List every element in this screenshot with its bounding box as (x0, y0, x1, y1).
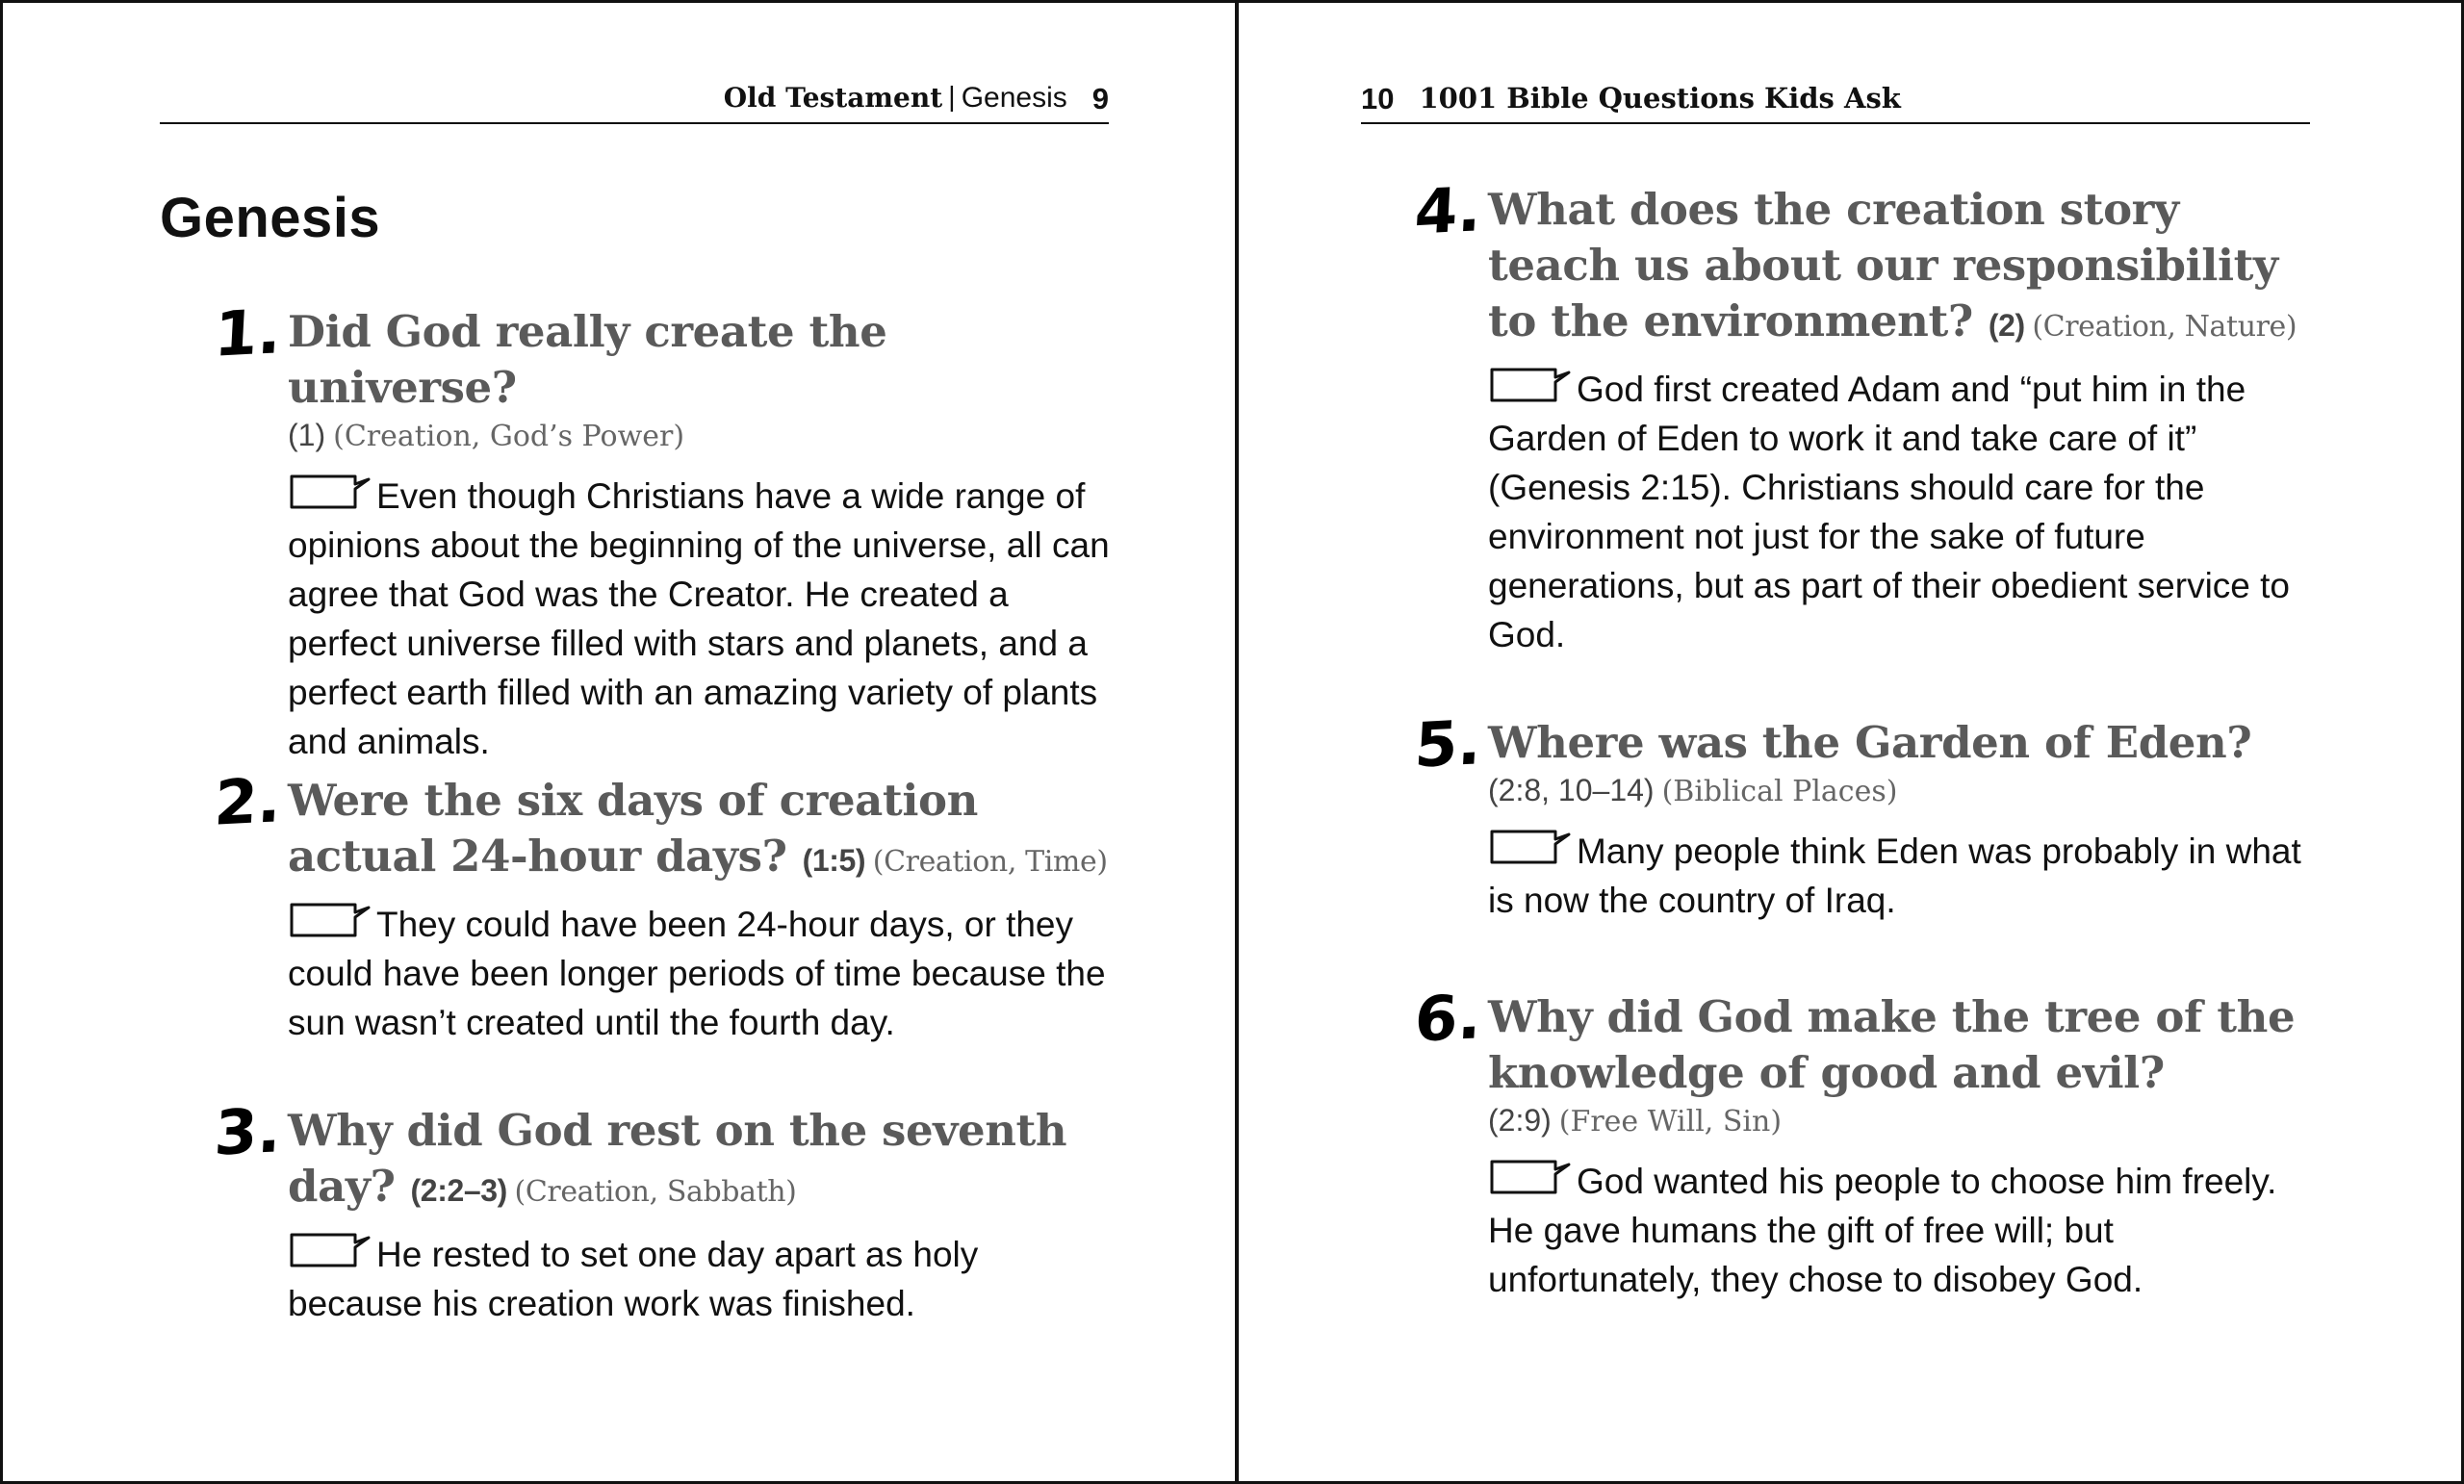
question-line (288, 773, 1116, 884)
speech-bubble-icon (288, 902, 372, 938)
question-line (1488, 182, 2316, 349)
page-number-right: 10 (1361, 82, 1395, 115)
left-page (3, 3, 1237, 1481)
answer-text: Even though Christians have a wide range of opinions about the beginning of the universe, all can agree that God was the Creator. He created a perfect universe filled with stars and planets, and a perfect earth filled with an amazing variety of plants and animals. (288, 476, 1110, 761)
answer-text: They could have been 24-hour days, or they could have been longer periods of time because the sun wasn’t created until the fourth day. (288, 905, 1106, 1042)
scripture-reference: (2:2–3) (410, 1173, 507, 1208)
running-head-left (160, 82, 1109, 124)
chapter-title: Genesis (160, 187, 381, 249)
question-meta (1989, 308, 2297, 343)
answer (288, 1230, 1116, 1328)
question-text: Did God really create the universe? (288, 306, 887, 413)
question-meta (803, 843, 1108, 878)
topic-tags: (Free Will, Sin) (1558, 1105, 1783, 1139)
question-meta (288, 416, 1116, 456)
page-number-left: 9 (1091, 82, 1109, 115)
question-line (288, 1103, 1116, 1215)
answer (288, 900, 1116, 1047)
answer-text: God wanted his people to choose him freely. He gave humans the gift of free will; but unfortunately, they chose to disobey God. (1488, 1162, 2277, 1299)
topic-tags: (Creation, Time) (872, 845, 1108, 879)
topic-tags: (Creation, Sabbath) (514, 1175, 797, 1209)
question-text: Were the six days of creation actual 24-hour days? (288, 775, 978, 882)
question-text: Why did God rest on the seventh day? (288, 1105, 1067, 1212)
answer (1488, 827, 2316, 925)
question-number: 1. (212, 296, 283, 371)
answer-text: He rested to set one day apart as holy because his creation work was finished. (288, 1235, 979, 1323)
scripture-reference: (2:8, 10–14) (1488, 773, 1655, 807)
question-item (212, 1095, 1116, 1328)
speech-bubble-icon (1488, 1159, 1573, 1195)
running-head-separator: | (948, 82, 956, 113)
question-number: 3. (212, 1095, 283, 1170)
question-meta (1488, 1101, 2316, 1141)
question-text: What does the creation story teach us about our responsibility to the environment? (1488, 184, 2278, 346)
running-head-right (1361, 82, 2310, 124)
answer (1488, 1157, 2316, 1304)
question-item (212, 296, 1116, 766)
book-title: 1001 Bible Questions Kids Ask (1419, 82, 1901, 115)
right-page (1237, 3, 2464, 1481)
answer-text: Many people think Eden was probably in what is now the country of Iraq. (1488, 832, 2301, 920)
scripture-reference: (1) (288, 418, 326, 452)
question-number: 6. (1412, 982, 1483, 1057)
speech-bubble-icon (1488, 367, 1573, 403)
scripture-reference: (2:9) (1488, 1103, 1552, 1138)
question-meta (1488, 771, 2316, 811)
speech-bubble-icon (288, 473, 372, 510)
section-label: Old Testament (723, 82, 943, 114)
question-item (1412, 982, 2316, 1304)
question-item (1412, 707, 2316, 925)
scripture-reference: (1:5) (802, 843, 866, 878)
question-text: Why did God make the tree of the knowledge of good and evil? (1488, 991, 2296, 1098)
question-text: Where was the Garden of Eden? (1488, 717, 2252, 768)
scripture-reference: (2) (1988, 308, 2025, 343)
question-item (212, 765, 1116, 1047)
topic-tags: (Creation, God’s Power) (333, 420, 685, 453)
answer (1488, 365, 2316, 659)
chapter-label: Genesis (961, 82, 1067, 114)
topic-tags: (Biblical Places) (1661, 775, 1898, 808)
topic-tags: (Creation, Nature) (2032, 310, 2297, 344)
speech-bubble-icon (288, 1232, 372, 1268)
question-number: 4. (1412, 174, 1483, 249)
answer-text: God first created Adam and “put him in the Garden of Eden to work it and take care of it” (Genesis 2:15). Christians should care for the environment not just for the sake of future generations, but as part of their obedient service to God. (1488, 370, 2291, 654)
answer (288, 472, 1116, 766)
question-number: 5. (1412, 707, 1483, 782)
question-meta (411, 1173, 797, 1208)
question-item (1412, 174, 2316, 659)
speech-bubble-icon (1488, 829, 1573, 865)
question-number: 2. (212, 765, 283, 840)
